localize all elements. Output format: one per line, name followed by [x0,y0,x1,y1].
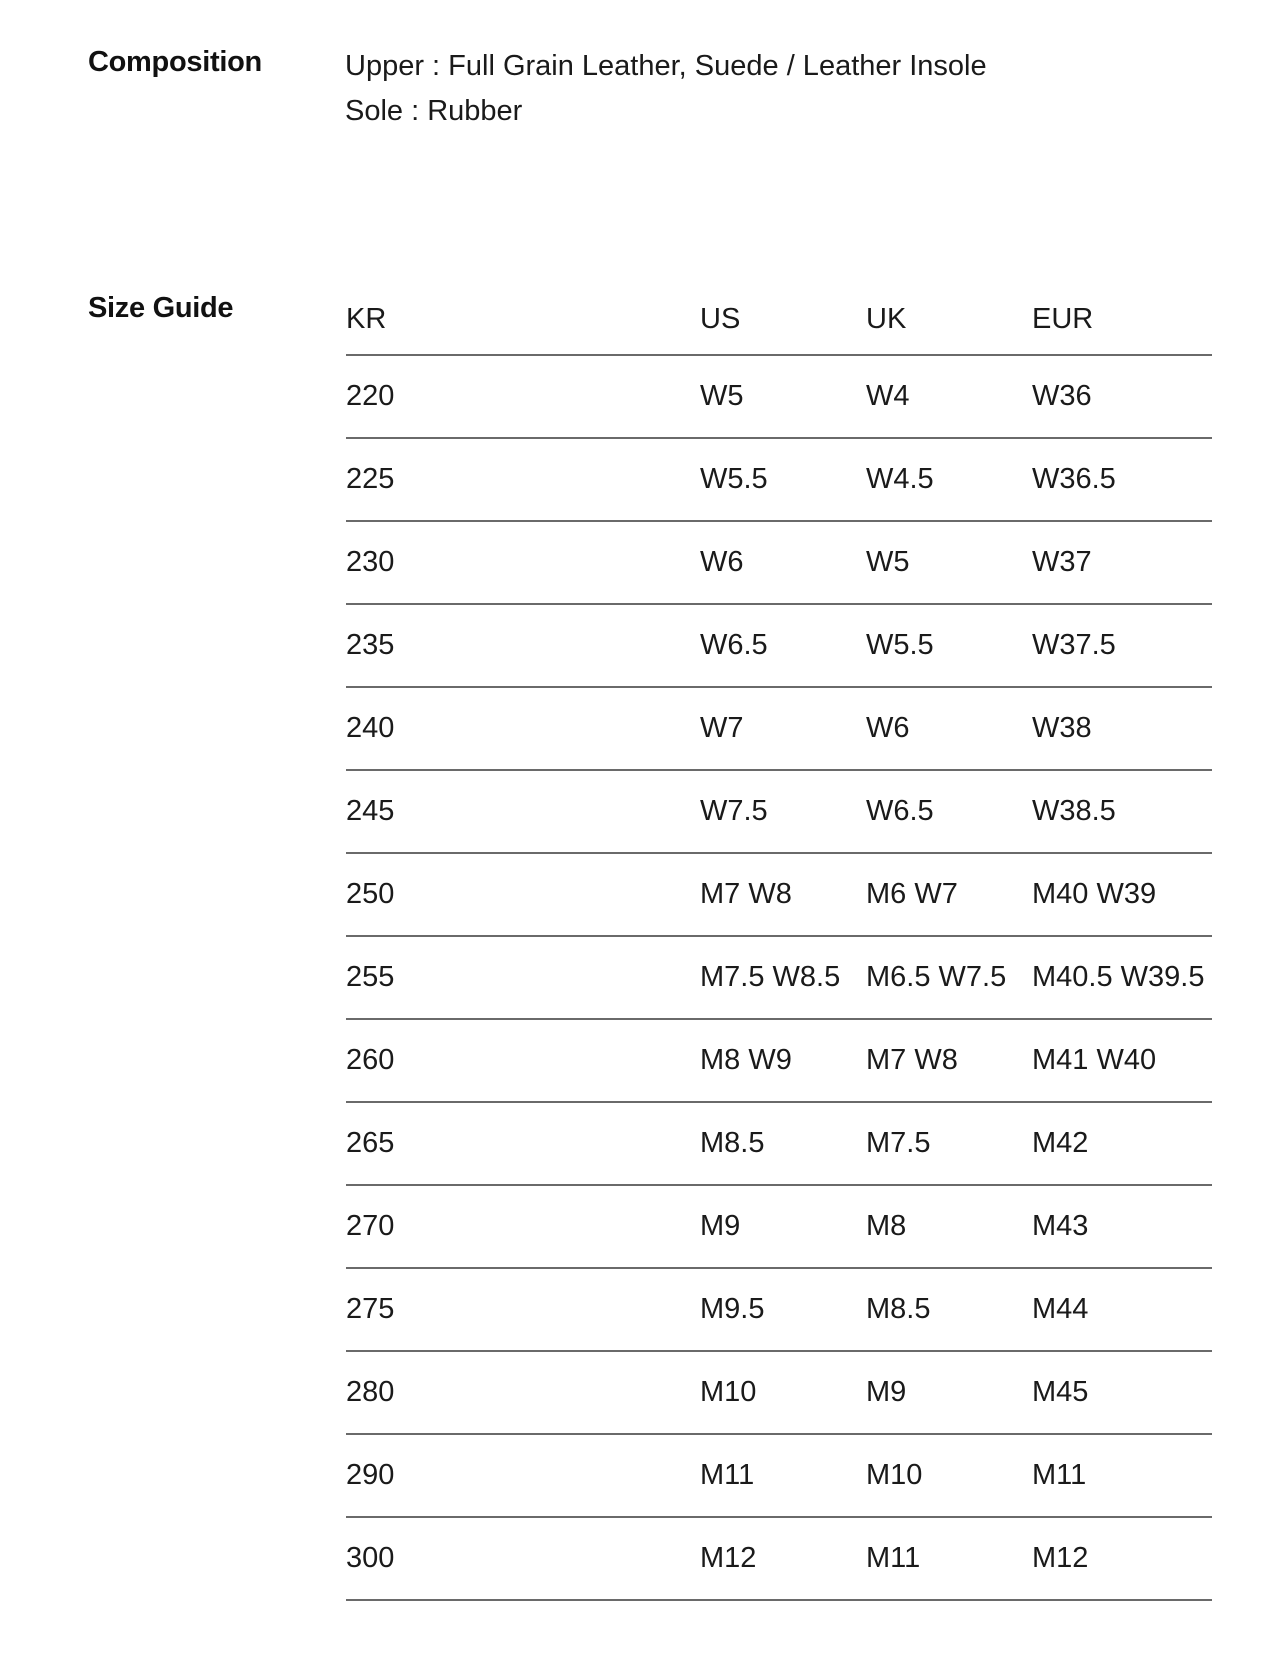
cell-eur: M41 W40 [1032,1019,1212,1102]
cell-eur: M43 [1032,1185,1212,1268]
table-row [346,604,1212,687]
table-row [346,1019,1212,1102]
cell-kr: 230 [346,521,700,604]
cell-uk: W5 [866,521,1032,604]
cell-eur: W36.5 [1032,438,1212,521]
cell-eur: M44 [1032,1268,1212,1351]
cell-kr: 260 [346,1019,700,1102]
cell-kr: 250 [346,853,700,936]
table-row [346,853,1212,936]
composition-upper: Upper : Full Grain Leather, Suede / Leather Insole [345,50,987,82]
cell-us: M9.5 [700,1268,866,1351]
cell-uk: M8.5 [866,1268,1032,1351]
cell-uk: M11 [866,1517,1032,1600]
cell-eur: M42 [1032,1102,1212,1185]
cell-uk: M7.5 [866,1102,1032,1185]
size-guide-table [346,303,1212,1601]
composition-sole: Sole : Rubber [345,95,523,127]
cell-uk: M6 W7 [866,853,1032,936]
cell-us: M11 [700,1434,866,1517]
cell-eur: W36 [1032,355,1212,438]
cell-us: M9 [700,1185,866,1268]
cell-kr: 290 [346,1434,700,1517]
table-header-row [346,303,1212,355]
cell-us: M8 W9 [700,1019,866,1102]
cell-kr: 300 [346,1517,700,1600]
column-header-uk: UK [866,303,1032,355]
size-guide-label: Size Guide [88,292,234,324]
cell-uk: M6.5 W7.5 [866,936,1032,1019]
cell-us: W7 [700,687,866,770]
table-row [346,1351,1212,1434]
cell-us: W5.5 [700,438,866,521]
cell-eur: W37 [1032,521,1212,604]
cell-eur: M40.5 W39.5 [1032,936,1212,1019]
cell-kr: 275 [346,1268,700,1351]
cell-uk: M8 [866,1185,1032,1268]
cell-kr: 270 [346,1185,700,1268]
composition-label: Composition [88,46,262,78]
column-header-eur: EUR [1032,303,1212,355]
table-row [346,770,1212,853]
table-row [346,355,1212,438]
table-row [346,687,1212,770]
cell-eur: M45 [1032,1351,1212,1434]
column-header-us: US [700,303,866,355]
cell-eur: M11 [1032,1434,1212,1517]
table-row [346,1185,1212,1268]
table-row [346,936,1212,1019]
cell-uk: W4 [866,355,1032,438]
table-row [346,1268,1212,1351]
table-row [346,1517,1212,1600]
cell-uk: W4.5 [866,438,1032,521]
cell-kr: 280 [346,1351,700,1434]
cell-us: M8.5 [700,1102,866,1185]
cell-us: W6.5 [700,604,866,687]
cell-kr: 225 [346,438,700,521]
cell-eur: M12 [1032,1517,1212,1600]
cell-kr: 240 [346,687,700,770]
cell-us: M7 W8 [700,853,866,936]
cell-kr: 265 [346,1102,700,1185]
column-header-kr: KR [346,303,700,355]
cell-uk: W5.5 [866,604,1032,687]
cell-uk: M10 [866,1434,1032,1517]
cell-kr: 255 [346,936,700,1019]
cell-eur: W38 [1032,687,1212,770]
cell-uk: M9 [866,1351,1032,1434]
table-row [346,1434,1212,1517]
cell-uk: W6.5 [866,770,1032,853]
cell-us: W6 [700,521,866,604]
cell-us: M7.5 W8.5 [700,936,866,1019]
cell-eur: W38.5 [1032,770,1212,853]
composition-details [345,44,987,134]
table-row [346,1102,1212,1185]
cell-us: W5 [700,355,866,438]
cell-us: M10 [700,1351,866,1434]
cell-kr: 220 [346,355,700,438]
cell-eur: W37.5 [1032,604,1212,687]
cell-uk: M7 W8 [866,1019,1032,1102]
cell-uk: W6 [866,687,1032,770]
cell-kr: 235 [346,604,700,687]
table-row [346,438,1212,521]
cell-kr: 245 [346,770,700,853]
table-row [346,521,1212,604]
cell-us: M12 [700,1517,866,1600]
cell-eur: M40 W39 [1032,853,1212,936]
cell-us: W7.5 [700,770,866,853]
